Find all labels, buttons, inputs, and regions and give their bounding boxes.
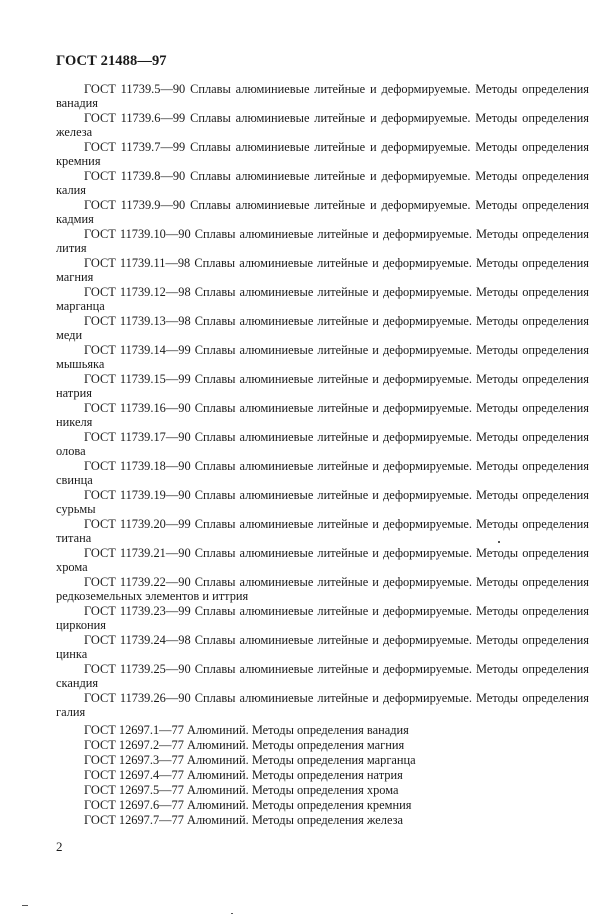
reference-line: [56, 314, 589, 329]
reference-code: ГОСТ 11739.9—90: [84, 198, 186, 212]
reference-continuation: цинка: [56, 647, 88, 661]
reference-code: ГОСТ 11739.17—90: [84, 430, 191, 444]
scan-speck: [498, 541, 500, 543]
reference-list: [56, 82, 589, 720]
reference-code: ГОСТ 11739.22—90: [84, 575, 191, 589]
reference-text: Сплавы алюминиевые литейные и деформируемые. Методы определения: [194, 314, 589, 328]
reference-code: ГОСТ 11739.15—99: [84, 372, 191, 386]
reference-line: [56, 285, 589, 300]
reference-line: [56, 256, 589, 271]
reference-continuation: никеля: [56, 415, 93, 429]
reference-line: [56, 82, 589, 97]
reference-line: [56, 401, 589, 416]
reference-text: Сплавы алюминиевые литейные и деформируемые. Методы определения: [194, 604, 589, 618]
reference-line: [56, 372, 589, 387]
reference-continuation: лития: [56, 241, 87, 255]
reference-item: [56, 633, 589, 662]
reference-line: [56, 198, 589, 213]
reference-text: Сплавы алюминиевые литейные и деформируемые. Методы определения: [194, 517, 589, 531]
reference-code: ГОСТ 11739.10—90: [84, 227, 191, 241]
reference-code: ГОСТ 11739.13—98: [84, 314, 191, 328]
short-reference-list: [84, 723, 416, 828]
reference-line: [56, 691, 589, 706]
reference-item: [56, 140, 589, 169]
page-title: ГОСТ 21488—97: [56, 53, 167, 69]
reference-item: [56, 488, 589, 517]
scan-speck: [231, 913, 233, 914]
reference-code: ГОСТ 11739.7—99: [84, 140, 186, 154]
short-reference-item: ГОСТ 12697.5—77 Алюминий. Методы определения хрома: [84, 783, 399, 797]
reference-code: ГОСТ 11739.23—99: [84, 604, 191, 618]
short-reference-item: ГОСТ 12697.2—77 Алюминий. Методы определения магния: [84, 738, 405, 752]
reference-item: [56, 285, 589, 314]
reference-continuation: железа: [56, 125, 93, 139]
reference-continuation: титана: [56, 531, 92, 545]
short-reference-item: ГОСТ 12697.6—77 Алюминий. Методы определения кремния: [84, 798, 412, 812]
reference-item: [56, 227, 589, 256]
reference-code: ГОСТ 11739.24—98: [84, 633, 191, 647]
reference-line: [56, 459, 589, 474]
reference-continuation: скандия: [56, 676, 99, 690]
reference-line: [56, 604, 589, 619]
reference-code: ГОСТ 11739.21—90: [84, 546, 191, 560]
reference-code: ГОСТ 11739.19—90: [84, 488, 191, 502]
reference-item: [56, 517, 589, 546]
reference-code: ГОСТ 11739.14—99: [84, 343, 191, 357]
short-reference-item: ГОСТ 12697.7—77 Алюминий. Методы определения железа: [84, 813, 404, 827]
reference-continuation: свинца: [56, 473, 93, 487]
reference-code: ГОСТ 11739.25—90: [84, 662, 191, 676]
reference-text: Сплавы алюминиевые литейные и деформируемые. Методы определения: [194, 372, 589, 386]
reference-text: Сплавы алюминиевые литейные и деформируемые. Методы определения: [194, 343, 589, 357]
reference-continuation: меди: [56, 328, 83, 342]
reference-line: [56, 227, 589, 242]
reference-line: [56, 343, 589, 358]
reference-line: [56, 169, 589, 184]
scan-speck: [22, 905, 28, 906]
reference-text: Сплавы алюминиевые литейные и деформируемые. Методы определения: [194, 575, 589, 589]
reference-text: Сплавы алюминиевые литейные и деформируемые. Методы определения: [194, 633, 589, 647]
reference-continuation: мышьяка: [56, 357, 105, 371]
reference-text: Сплавы алюминиевые литейные и деформируемые. Методы определения: [190, 111, 589, 125]
reference-continuation: кадмия: [56, 212, 94, 226]
reference-text: Сплавы алюминиевые литейные и деформируемые. Методы определения: [190, 140, 589, 154]
reference-continuation: циркония: [56, 618, 107, 632]
short-reference-item: ГОСТ 12697.3—77 Алюминий. Методы определения марганца: [84, 753, 416, 767]
reference-item: [56, 662, 589, 691]
reference-text: Сплавы алюминиевые литейные и деформируемые. Методы определения: [190, 198, 589, 212]
reference-item: [56, 169, 589, 198]
short-reference-item: ГОСТ 12697.1—77 Алюминий. Методы определения ванадия: [84, 723, 409, 737]
reference-item: [56, 82, 589, 111]
reference-code: ГОСТ 11739.20—99: [84, 517, 191, 531]
reference-item: [56, 546, 589, 575]
reference-line: [56, 546, 589, 561]
reference-continuation: ванадия: [56, 96, 98, 110]
reference-continuation: магния: [56, 270, 94, 284]
reference-text: Сплавы алюминиевые литейные и деформируемые. Методы определения: [194, 691, 589, 705]
reference-continuation: марганца: [56, 299, 105, 313]
reference-text: Сплавы алюминиевые литейные и деформируемые. Методы определения: [194, 459, 589, 473]
reference-line: [56, 575, 589, 590]
reference-line: [56, 111, 589, 126]
reference-continuation: сурьмы: [56, 502, 96, 516]
reference-item: [56, 430, 589, 459]
reference-text: Сплавы алюминиевые литейные и деформируемые. Методы определения: [194, 488, 589, 502]
reference-code: ГОСТ 11739.16—90: [84, 401, 191, 415]
short-reference-item: ГОСТ 12697.4—77 Алюминий. Методы определения натрия: [84, 768, 403, 782]
reference-continuation: хрома: [56, 560, 88, 574]
reference-code: ГОСТ 11739.11—98: [84, 256, 191, 270]
reference-text: Сплавы алюминиевые литейные и деформируемые. Методы определения: [190, 169, 589, 183]
reference-item: [56, 343, 589, 372]
reference-item: [56, 459, 589, 488]
reference-code: ГОСТ 11739.18—90: [84, 459, 191, 473]
reference-item: [56, 198, 589, 227]
reference-code: ГОСТ 11739.8—90: [84, 169, 186, 183]
reference-continuation: галия: [56, 705, 86, 719]
reference-item: [56, 256, 589, 285]
page-number: 2: [56, 839, 63, 854]
reference-item: [56, 372, 589, 401]
reference-item: [56, 691, 589, 720]
reference-line: [56, 488, 589, 503]
reference-continuation: натрия: [56, 386, 92, 400]
reference-text: Сплавы алюминиевые литейные и деформируемые. Методы определения: [190, 82, 589, 96]
reference-continuation: редкоземельных элементов и иттрия: [56, 589, 249, 603]
reference-text: Сплавы алюминиевые литейные и деформируемые. Методы определения: [194, 401, 589, 415]
reference-item: [56, 575, 589, 604]
reference-line: [56, 140, 589, 155]
reference-text: Сплавы алюминиевые литейные и деформируемые. Методы определения: [194, 256, 589, 270]
reference-text: Сплавы алюминиевые литейные и деформируемые. Методы определения: [194, 285, 589, 299]
reference-code: ГОСТ 11739.26—90: [84, 691, 191, 705]
reference-line: [56, 633, 589, 648]
reference-code: ГОСТ 11739.6—99: [84, 111, 186, 125]
reference-line: [56, 662, 589, 677]
reference-continuation: кремния: [56, 154, 101, 168]
reference-text: Сплавы алюминиевые литейные и деформируемые. Методы определения: [194, 430, 589, 444]
reference-line: [56, 430, 589, 445]
reference-text: Сплавы алюминиевые литейные и деформируемые. Методы определения: [194, 546, 589, 560]
reference-line: [56, 517, 589, 532]
reference-continuation: олова: [56, 444, 86, 458]
reference-code: ГОСТ 11739.5—90: [84, 82, 186, 96]
reference-item: [56, 604, 589, 633]
reference-code: ГОСТ 11739.12—98: [84, 285, 191, 299]
reference-text: Сплавы алюминиевые литейные и деформируемые. Методы определения: [194, 662, 589, 676]
reference-item: [56, 111, 589, 140]
reference-text: Сплавы алюминиевые литейные и деформируемые. Методы определения: [194, 227, 589, 241]
reference-item: [56, 401, 589, 430]
reference-item: [56, 314, 589, 343]
reference-continuation: калия: [56, 183, 86, 197]
